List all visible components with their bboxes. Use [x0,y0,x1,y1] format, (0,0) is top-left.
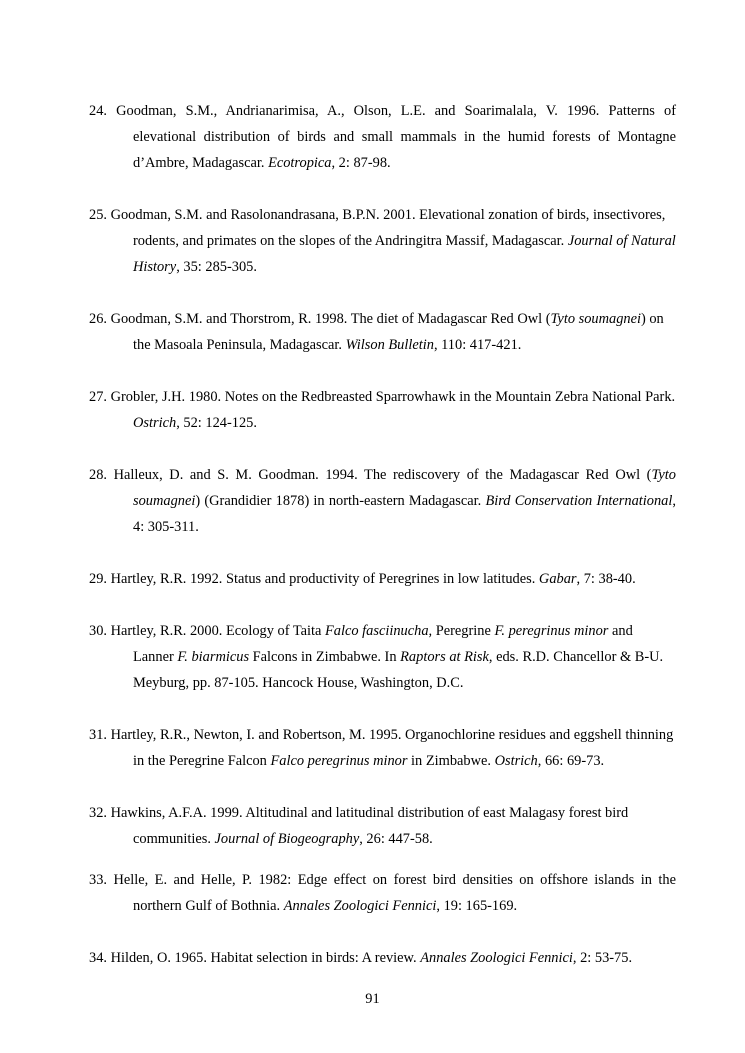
italic-segment: F. peregrinus minor [494,623,609,640]
text-segment: , 110: 417-421. [433,337,522,354]
reference-30 [89,618,676,696]
italic-segment: Bird Conservation International [485,493,673,510]
italic-segment: Falco fasciinucha, [325,623,433,640]
text-segment: , 4: 305-311. [133,493,676,536]
text-segment: 26. Goodman, S.M. and Thorstrom, R. 1998. The diet of Madagascar Red Owl ( [89,311,551,328]
reference-list [89,84,676,997]
text-segment: , eds. R.D. Chancellor & B-U. Meyburg, pp. 87-105. Hancock House, Washington, D.C. [133,649,664,692]
reference-29 [89,566,676,592]
reference-34 [89,945,676,971]
text-segment: 34. Hilden, O. 1965. Habitat selection in birds: A review. [89,949,421,966]
reference-33 [89,867,676,919]
text-segment: , 2: 53-75. [572,949,633,966]
italic-segment: Tyto soumagnei [133,467,676,510]
italic-segment: Annales Zoologici Fennici [283,897,437,914]
reference-24 [89,98,676,176]
italic-segment: Raptors at Risk [400,649,489,666]
text-segment: ) on the Masoala Peninsula, Madagascar. [133,311,664,354]
text-segment: 25. Goodman, S.M. and Rasolonandrasana, B.P.N. 2001. Elevational zonation of birds, insectivores, rodents, and primates on the slopes of the Andringitra Massif, Madagascar. [89,207,666,250]
italic-segment: Wilson Bulletin [345,337,434,354]
text-segment: 27. Grobler, J.H. 1980. Notes on the Redbreasted Sparrowhawk in the Mountain Zebra National Park. [89,389,676,406]
text-segment: , 19: 165-169. [436,897,518,914]
text-segment: , 7: 38-40. [576,571,636,588]
italic-segment: Ostrich [494,753,538,770]
text-segment: , 66: 69-73. [537,753,605,770]
reference-31 [89,722,676,774]
text-segment: 24. Goodman, S.M., Andrianarimisa, A., Olson, L.E. and Soarimalala, V. 1996. Patterns of elevational distribution of birds and small mammals in the humid forests of Montagne d’Ambre, Madagascar. [89,103,676,172]
italic-segment: Ostrich [133,415,177,432]
text-segment: 32. Hawkins, A.F.A. 1999. Altitudinal and latitudinal distribution of east Malagasy forest bird communities. [89,805,629,848]
text-segment: , 2: 87-98. [331,155,391,172]
italic-segment: Journal of Biogeography [214,831,360,848]
italic-segment: Annales Zoologici Fennici [420,949,573,966]
reference-28 [89,462,676,540]
text-segment: in Zimbabwe. [407,753,495,770]
italic-segment: F. biarmicus [177,649,250,666]
reference-32 [89,800,676,852]
text-segment: 29. Hartley, R.R. 1992. Status and productivity of Peregrines in low latitudes. [89,571,539,588]
italic-segment: Journal of Natural History [133,233,676,276]
italic-segment: Falco peregrinus minor [270,753,408,770]
text-segment: 31. Hartley, R.R., Newton, I. and Robertson, M. 1995. Organochlorine residues and eggshell thinning in the Peregrine Falcon [89,727,674,770]
text-segment: Falcons in Zimbabwe. In [249,649,401,666]
text-segment: and Lanner [133,623,633,666]
text-segment: 33. Helle, E. and Helle, P. 1982: Edge effect on forest bird densities on offshore islands in the northern Gulf of Bothnia. [89,871,676,914]
reference-25 [89,202,676,280]
text-segment: Peregrine [432,623,495,640]
text-segment: , 26: 447-58. [359,831,433,848]
text-segment: , 35: 285-305. [176,259,257,276]
text-segment: , 52: 124-125. [176,415,257,432]
text-segment: ) (Grandidier 1878) in north-eastern Madagascar. [195,493,486,510]
italic-segment: Gabar [538,571,577,588]
text-segment: 28. Halleux, D. and S. M. Goodman. 1994. The rediscovery of the Madagascar Red Owl ( [89,467,652,484]
italic-segment: Ecotropica [268,155,332,172]
italic-segment: Tyto soumagnei [550,311,641,328]
page-number: 91 [365,991,380,1007]
reference-27 [89,384,676,436]
text-segment: 30. Hartley, R.R. 2000. Ecology of Taita [89,623,325,640]
reference-26 [89,306,676,358]
